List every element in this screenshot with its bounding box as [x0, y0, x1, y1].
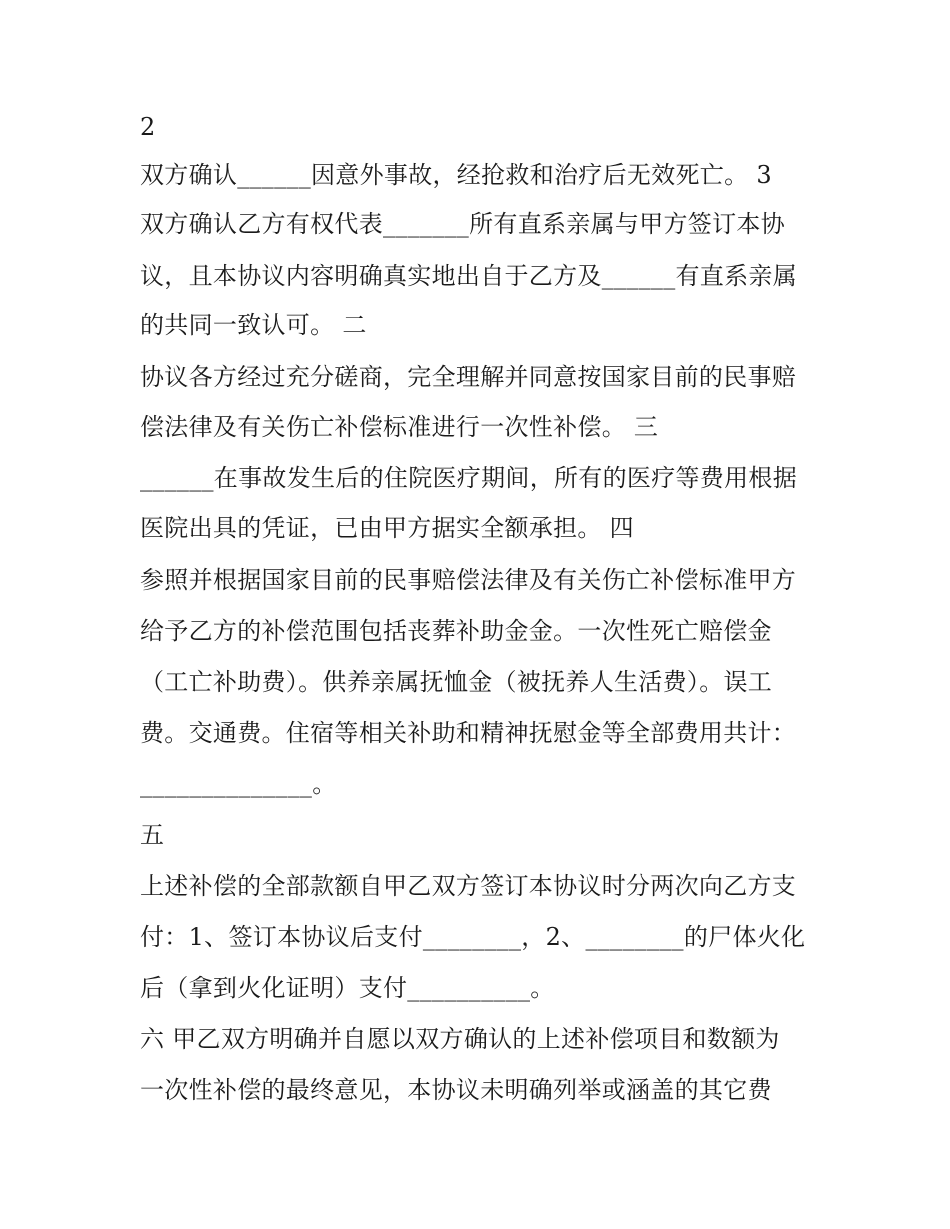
text-line-8: ______在事故发生后的住院医疗期间，所有的医疗等费用根据	[140, 464, 797, 492]
text-line-15: 五	[140, 821, 165, 849]
text-line-13: 费。交通费。住宿等相关补助和精神抚慰金等全部费用共计：	[140, 719, 797, 747]
text-line-19: 六 甲乙双方明确并自愿以双方确认的上述补偿项目和数额为	[140, 1025, 780, 1053]
text-line-11: 给予乙方的补偿范围包括丧葬补助金金。一次性死亡赔偿金	[140, 617, 772, 645]
text-line-6: 协议各方经过充分磋商，完全理解并同意按国家目前的民事赔	[140, 363, 797, 391]
text-line-3: 双方确认乙方有权代表_______所有直系亲属与甲方签订本协	[140, 210, 785, 238]
text-line-5: 的共同一致认可。 二	[140, 311, 367, 339]
text-line-9: 医院出具的凭证，已由甲方据实全额承担。 四	[140, 514, 634, 542]
text-line-12: （工亡补助费）。供养亲属抚恤金（被抚养人生活费）。误工	[140, 668, 773, 696]
text-line-17: 付：1、签订本协议后支付________，2、________的尸体火化	[140, 923, 806, 951]
text-line-14: ______________。	[140, 770, 337, 798]
text-line-1: 2	[140, 113, 156, 141]
text-line-2: 双方确认______因意外事故，经抢救和治疗后无效死亡。 3	[140, 161, 772, 189]
text-line-18: 后（拿到火化证明）支付__________。	[140, 974, 555, 1002]
text-line-10: 参照并根据国家目前的民事赔偿法律及有关伤亡补偿标准甲方	[140, 566, 797, 594]
text-line-7: 偿法律及有关伤亡补偿标准进行一次性补偿。 三	[140, 413, 659, 441]
text-line-16: 上述补偿的全部款额自甲乙双方签订本协议时分两次向乙方支	[140, 872, 797, 900]
text-line-20: 一次性补偿的最终意见，本协议未明确列举或涵盖的其它费	[140, 1076, 772, 1104]
text-line-4: 议，且本协议内容明确真实地出自于乙方及______有直系亲属	[140, 262, 797, 290]
